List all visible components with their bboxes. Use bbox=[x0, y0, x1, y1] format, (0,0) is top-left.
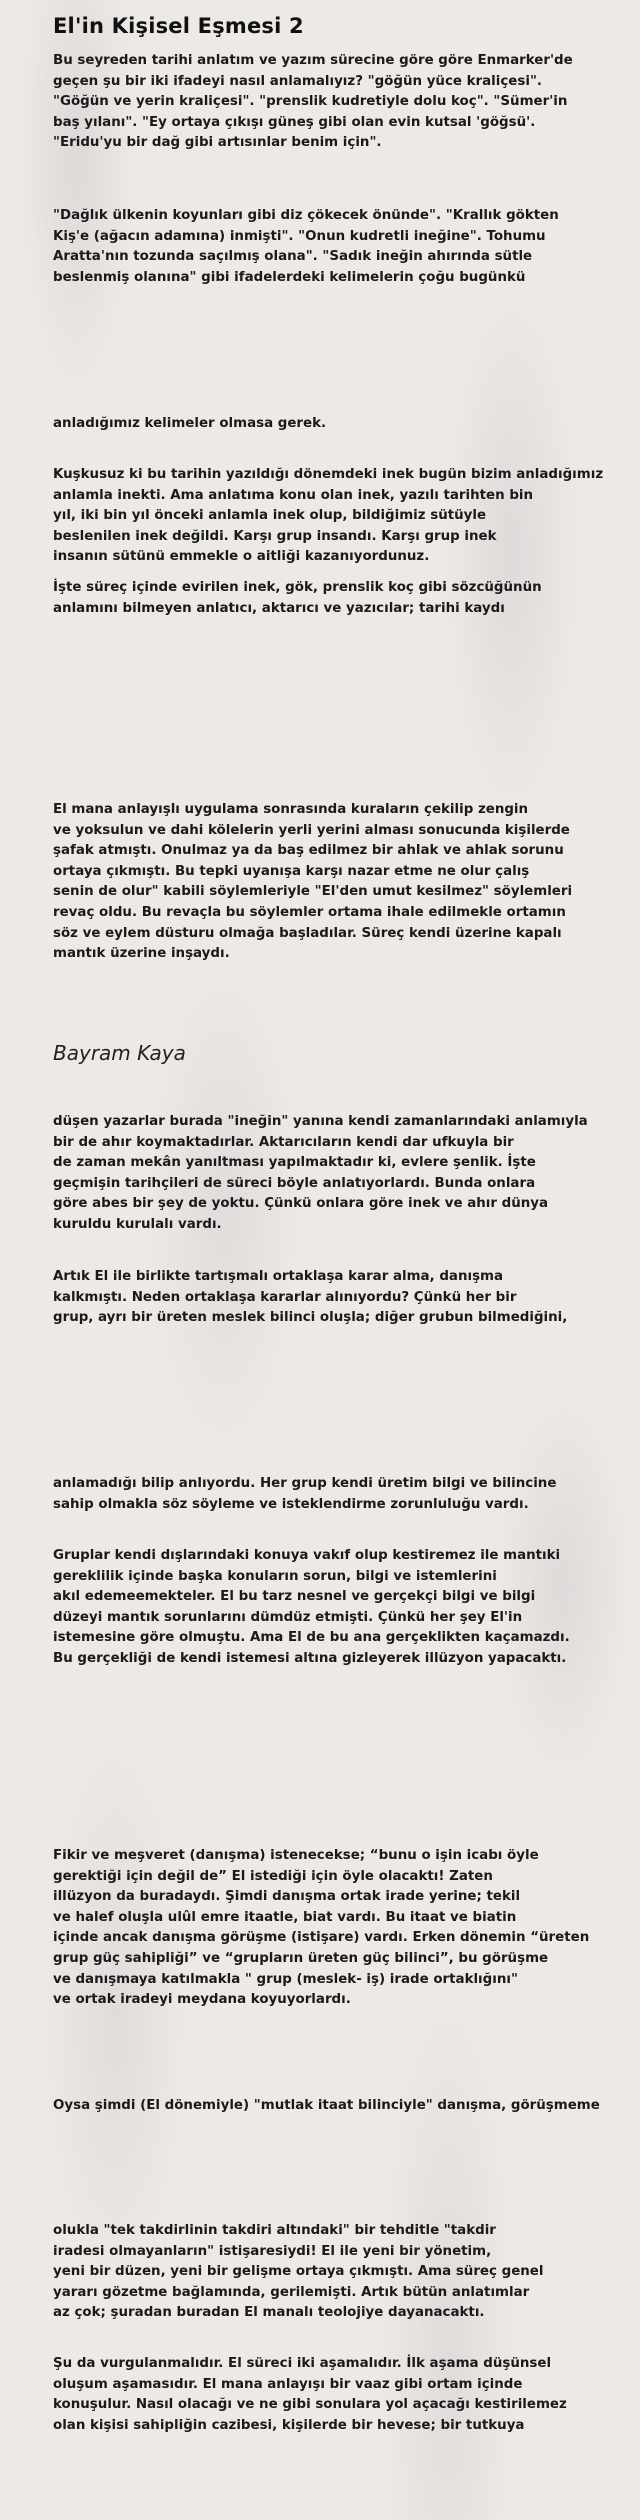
text-line: anlamadığı bilip anlıyordu. Her grup kendi üretim bilgi ve bilincine bbox=[53, 1476, 557, 1491]
text-line: bir de ahır koymaktadırlar. Aktarıcıların kendi dar ufkuyla bir bbox=[53, 1134, 514, 1150]
text-line: geçmişin tarihçileri de süreci böyle anlatıyorlardı. Bunda onlara bbox=[53, 1175, 536, 1191]
text-line: kalkmıştı. Neden ortaklaşa kararlar alınıyordu? Çünkü her bir bbox=[53, 1289, 517, 1305]
paragraph-13 bbox=[53, 2221, 633, 2324]
text-line: Kiş'e (ağacın adamına) inmişti". "Onun kudretli ineğine". Tohumu bbox=[53, 228, 546, 244]
text-line: Oysa şimdi (El dönemiyle) "mutlak itaat bilinciyle" danışma, görüşmeme bbox=[53, 2098, 600, 2113]
text-line: revaç oldu. Bu revaçla bu söylemler ortama ihale edilmekle ortamın bbox=[53, 904, 566, 920]
text-line: beslenilen inek değildi. Karşı grup insandı. Karşı grup inek bbox=[53, 528, 497, 544]
text-line: mantık üzerine inşaydı. bbox=[53, 946, 230, 962]
text-line: Fikir ve meşveret (danışma) istenecekse; “bunu o işin icabı öyle bbox=[53, 1848, 539, 1863]
text-line: geçen şu bir iki ifadeyi nasıl anlamalıyız? "göğün yüce kraliçesi". bbox=[53, 73, 543, 89]
text-line: göre abes bir şey de yoktu. Çünkü onlara göre inek ve ahır dünya bbox=[53, 1196, 549, 1212]
paragraph-9 bbox=[53, 1474, 633, 1515]
text-line: içinde ancak danışma görüşme (istişare) vardı. Erken dönemin “üreten bbox=[53, 1930, 590, 1946]
text-line: El mana anlayışlı uygulama sonrasında kuraların çekilip zengin bbox=[53, 802, 529, 817]
text-line: Aratta'nın tozunda saçılmış olana". "Sadık ineğin ahırında sütle bbox=[53, 249, 533, 265]
text-line: oluşum aşamasıdır. El mana anlayışı bir vaaz gibi ortam içinde bbox=[53, 2376, 523, 2392]
paragraph-7 bbox=[53, 1112, 633, 1236]
text-line: Kuşkusuz ki bu tarihin yazıldığı dönemdeki inek bugün bizim anladığımız bbox=[53, 467, 604, 482]
text-line: illüzyon da buradaydı. Şimdi danışma ortak irade yerine; tekil bbox=[53, 1889, 521, 1905]
paragraph-10 bbox=[53, 1546, 633, 1670]
text-line: anladığımız kelimeler olmasa gerek. bbox=[53, 416, 327, 431]
text-line: ve ortak iradeyi meydana koyuyorlardı. bbox=[53, 1992, 351, 2008]
text-line: insanın sütünü emmekle o aitliği kazanıyordunuz. bbox=[53, 549, 430, 565]
author-name: Bayram Kaya bbox=[53, 1041, 186, 1065]
text-line: anlamını bilmeyen anlatıcı, aktarıcı ve yazıcılar; tarihi kaydı bbox=[53, 600, 505, 616]
text-line: grup güç sahipliği” ve “grupların üreten güç bilinci”, bu görüşme bbox=[53, 1950, 549, 1966]
text-line: Şu da vurgulanmalıdır. El süreci iki aşamalıdır. İlk aşama düşünsel bbox=[53, 2356, 552, 2371]
text-line: söz ve eylem düsturu olmağa başladılar. Süreç kendi üzerine kapalı bbox=[53, 925, 562, 941]
paragraph-3 bbox=[53, 414, 633, 435]
text-line: anlamla inekti. Ama anlatıma konu olan inek, yazılı tarihten bin bbox=[53, 487, 534, 503]
paragraph-12 bbox=[53, 2096, 633, 2117]
paragraph-14 bbox=[53, 2354, 633, 2436]
text-line: "Eridu'yu bir dağ gibi artısınlar benim için". bbox=[53, 135, 382, 151]
paragraph-5 bbox=[53, 578, 633, 619]
paragraph-8 bbox=[53, 1267, 633, 1329]
text-line: düşen yazarlar burada "ineğin" yanına kendi zamanlarındaki anlamıyla bbox=[53, 1114, 588, 1129]
text-line: düzeyi mantık sorunlarını dümdüz etmişti. Çünkü her şey El'in bbox=[53, 1609, 523, 1625]
text-line: ve danışmaya katılmakla " grup (meslek- iş) irade ortaklığını" bbox=[53, 1971, 518, 1987]
paragraph-1 bbox=[53, 51, 633, 154]
text-line: Artık El ile birlikte tartışmalı ortaklaşa karar alma, danışma bbox=[53, 1269, 504, 1284]
paragraph-2 bbox=[53, 206, 633, 288]
text-line: istemesine göre olmuştu. Ama El de bu ana gerçeklikten kaçamazdı. bbox=[53, 1630, 570, 1646]
text-line: beslenmiş olanına" gibi ifadelerdeki kelimelerin çoğu bugünkü bbox=[53, 269, 526, 285]
page-title: El'in Kişisel Eşmesi 2 bbox=[53, 14, 304, 38]
paragraph-4 bbox=[53, 465, 633, 568]
text-line: Bu gerçekliği de kendi istemesi altına gizleyerek illüzyon yapacaktı. bbox=[53, 1650, 567, 1666]
text-line: gerektiği için değil de” El istediği için öyle olacaktı! Zaten bbox=[53, 1868, 493, 1884]
text-line: "Göğün ve yerin kraliçesi". "prenslik kudretiyle dolu koç". "Sümer'in bbox=[53, 94, 568, 110]
text-line: akıl edemeemekteler. El bu tarz nesnel ve gerçekçi bilgi ve bilgi bbox=[53, 1589, 536, 1605]
text-line: grup, ayrı bir üreten meslek bilinci oluşla; diğer grubun bilmediğini, bbox=[53, 1310, 568, 1326]
text-line: Gruplar kendi dışlarındaki konuya vakıf olup kestiremez ile mantıki bbox=[53, 1548, 561, 1563]
text-line: yararı gözetme bağlamında, gerilemişti. Artık bütün anlatımlar bbox=[53, 2284, 530, 2300]
paragraph-6 bbox=[53, 800, 633, 965]
text-line: olukla "tek takdirlinin takdiri altındaki" bir tehditle "takdir bbox=[53, 2223, 496, 2238]
text-line: senin de olur" kabili söylemleriyle "El'den umut kesilmez" söylemleri bbox=[53, 884, 573, 900]
text-line: gereklilik içinde başka konuların sorun, bilgi ve istemlerini bbox=[53, 1568, 497, 1584]
text-line: az çok; şuradan buradan El manalı teolojiye dayanacaktı. bbox=[53, 2305, 485, 2321]
text-line: ve halef oluşla ulûl emre itaatle, biat vardı. Bu itaat ve biatin bbox=[53, 1909, 517, 1925]
text-line: de zaman mekân yanıltması yapılmaktadır ki, evlere şenlik. İşte bbox=[53, 1155, 536, 1171]
text-line: Bu seyreden tarihi anlatım ve yazım sürecine göre göre Enmarker'de bbox=[53, 53, 573, 68]
text-line: iradesi olmayanların" istişaresiydi! El ile yeni bir yönetim, bbox=[53, 2243, 492, 2259]
text-line: konuşulur. Nasıl olacağı ve ne gibi sonulara yol açacağı kestirilemez bbox=[53, 2397, 567, 2413]
text-line: şafak atmıştı. Onulmaz ya da baş edilmez bir ahlak ve ahlak sorunu bbox=[53, 843, 564, 859]
text-line: yıl, iki bin yıl önceki anlamla inek olup, bildiğimiz sütüyle bbox=[53, 508, 487, 524]
text-line: yeni bir düzen, yeni bir gelişme ortaya çıkmıştı. Ama süreç genel bbox=[53, 2264, 544, 2280]
text-line: sahip olmakla söz söyleme ve isteklendirme zorunluluğu vardı. bbox=[53, 1496, 529, 1512]
text-line: İşte süreç içinde evirilen inek, gök, prenslik koç gibi sözcüğünün bbox=[53, 580, 542, 595]
text-line: ortaya çıkmıştı. Bu tepki uyanışa karşı nazar etme ne olur çalış bbox=[53, 863, 530, 879]
text-line: kuruldu kurulalı vardı. bbox=[53, 1216, 222, 1232]
text-line: olan kişisi sahipliğin cazibesi, kişilerde bir hevese; bir tutkuya bbox=[53, 2417, 525, 2433]
text-line: "Dağlık ülkenin koyunları gibi diz çökecek önünde". "Krallık gökten bbox=[53, 208, 559, 223]
paragraph-11 bbox=[53, 1846, 633, 2011]
text-line: baş yılanı". "Ey ortaya çıkışı güneş gibi olan evin kutsal 'göğsü'. bbox=[53, 114, 536, 130]
text-line: ve yoksulun ve dahi kölelerin yerli yerini alması sonucunda kişilerde bbox=[53, 822, 570, 838]
